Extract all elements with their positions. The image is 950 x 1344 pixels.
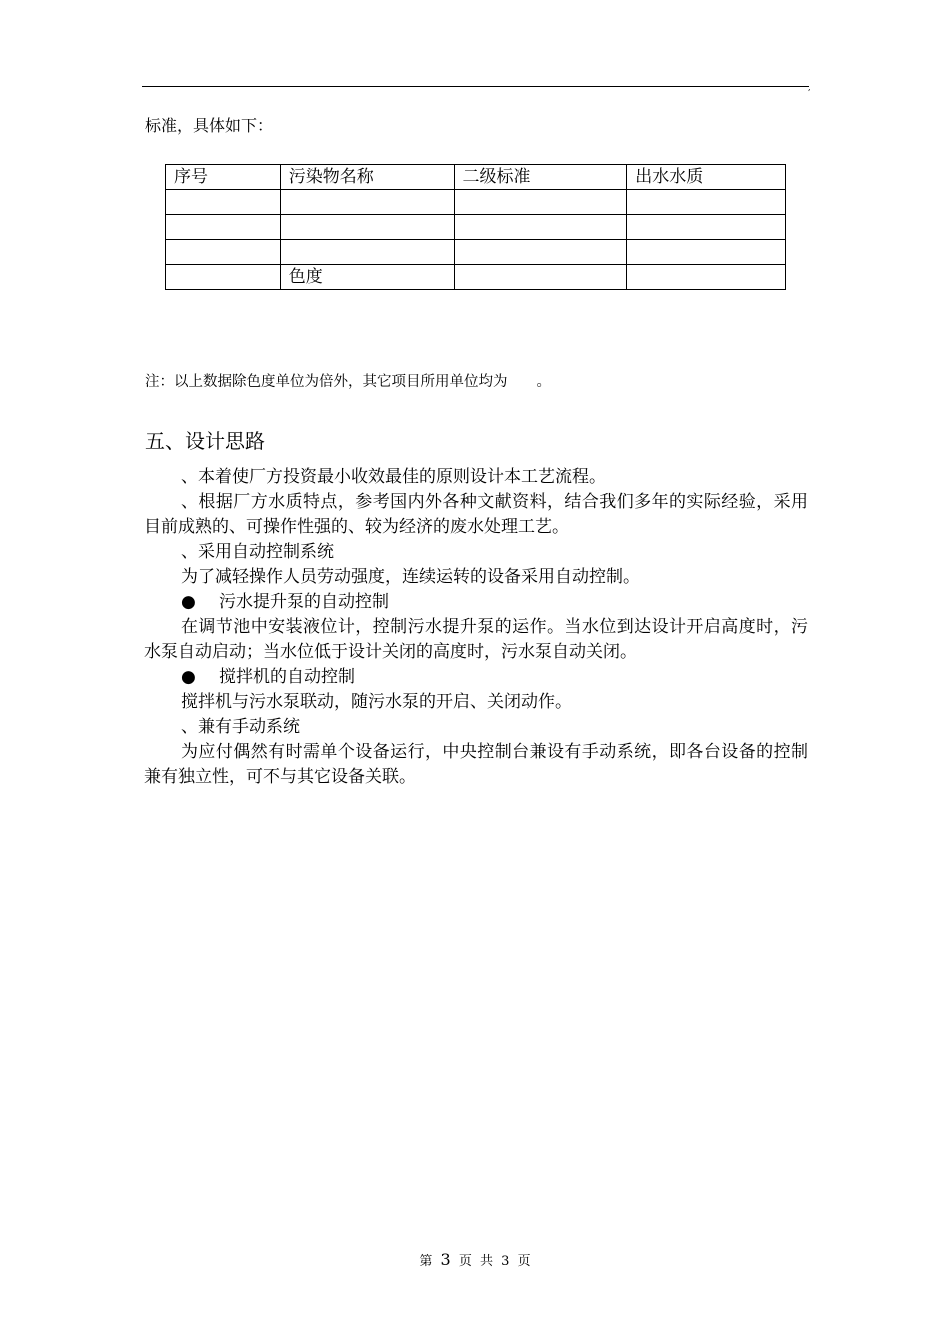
paragraph: 、采用自动控制系统 bbox=[181, 542, 334, 562]
header-cell-standard: 二级标准 bbox=[454, 165, 627, 190]
header-tick-mark: , bbox=[808, 83, 811, 92]
table-cell bbox=[454, 240, 627, 265]
table-cell bbox=[280, 215, 454, 240]
header-cell-effluent: 出水水质 bbox=[627, 165, 786, 190]
bullet-label: 污水提升泵的自动控制 bbox=[219, 592, 389, 612]
table-cell bbox=[280, 240, 454, 265]
bullet-item bbox=[144, 665, 808, 690]
table-header-row bbox=[166, 165, 786, 190]
table-cell bbox=[627, 215, 786, 240]
footer-prefix: 第 bbox=[419, 1254, 433, 1269]
table-cell bbox=[454, 190, 627, 215]
subheading: 、兼有手动系统 bbox=[181, 717, 300, 737]
table-row bbox=[166, 265, 786, 290]
paragraph: 、本着使厂方投资最小收效最佳的原则设计本工艺流程。 bbox=[181, 467, 606, 487]
footer-total-word: 共 bbox=[480, 1254, 494, 1269]
bullet-item bbox=[144, 590, 808, 615]
table-cell bbox=[627, 265, 786, 290]
table-note: 注：以上数据除色度单位为倍外，其它项目所用单位均为 。 bbox=[145, 374, 551, 390]
table-cell: 色度 bbox=[280, 265, 454, 290]
paragraph: 搅拌机与污水泵联动，随污水泵的开启、关闭动作。 bbox=[181, 692, 572, 712]
table-cell bbox=[454, 265, 627, 290]
paragraph: 为了减轻操作人员劳动强度，连续运转的设备采用自动控制。 bbox=[181, 567, 640, 587]
table-cell bbox=[166, 240, 281, 265]
paragraph: 为应付偶然有时需单个设备运行，中央控制台兼设有手动系统，即各台设备的控制兼有独立性，可不与其它设备关联。 bbox=[144, 742, 808, 787]
standards-table bbox=[165, 164, 786, 290]
table-cell bbox=[166, 265, 281, 290]
header-rule bbox=[142, 86, 809, 87]
table-cell bbox=[280, 190, 454, 215]
footer-suffix: 页 bbox=[517, 1254, 531, 1269]
footer-total-pages: 3 bbox=[501, 1254, 510, 1269]
bullet-label: 搅拌机的自动控制 bbox=[219, 667, 355, 687]
table-cell bbox=[166, 215, 281, 240]
table-cell bbox=[627, 240, 786, 265]
table-row bbox=[166, 240, 786, 265]
bullet-dot-icon: ● bbox=[181, 667, 196, 687]
header-cell-seq: 序号 bbox=[166, 165, 281, 190]
table-row bbox=[166, 190, 786, 215]
paragraph: 在调节池中安装液位计，控制污水提升泵的运作。当水位到达设计开启高度时，污水泵自动启动；当水位低于设计关闭的高度时，污水泵自动关闭。 bbox=[144, 617, 808, 662]
intro-text: 标准，具体如下： bbox=[145, 116, 274, 135]
table-cell bbox=[454, 215, 627, 240]
page-footer bbox=[0, 1251, 950, 1271]
paragraph: 、根据厂方水质特点，参考国内外各种文献资料，结合我们多年的实际经验，采用目前成熟的、可操作性强的、较为经济的废水处理工艺。 bbox=[144, 492, 808, 537]
bullet-dot-icon: ● bbox=[181, 592, 196, 612]
header-cell-pollutant: 污染物名称 bbox=[280, 165, 454, 190]
table-cell bbox=[627, 190, 786, 215]
section-heading: 五、设计思路 bbox=[145, 429, 265, 453]
footer-current-page: 3 bbox=[440, 1250, 451, 1269]
footer-page-word: 页 bbox=[458, 1254, 472, 1269]
section-body bbox=[144, 465, 808, 790]
table-row bbox=[166, 215, 786, 240]
table-cell bbox=[166, 190, 281, 215]
